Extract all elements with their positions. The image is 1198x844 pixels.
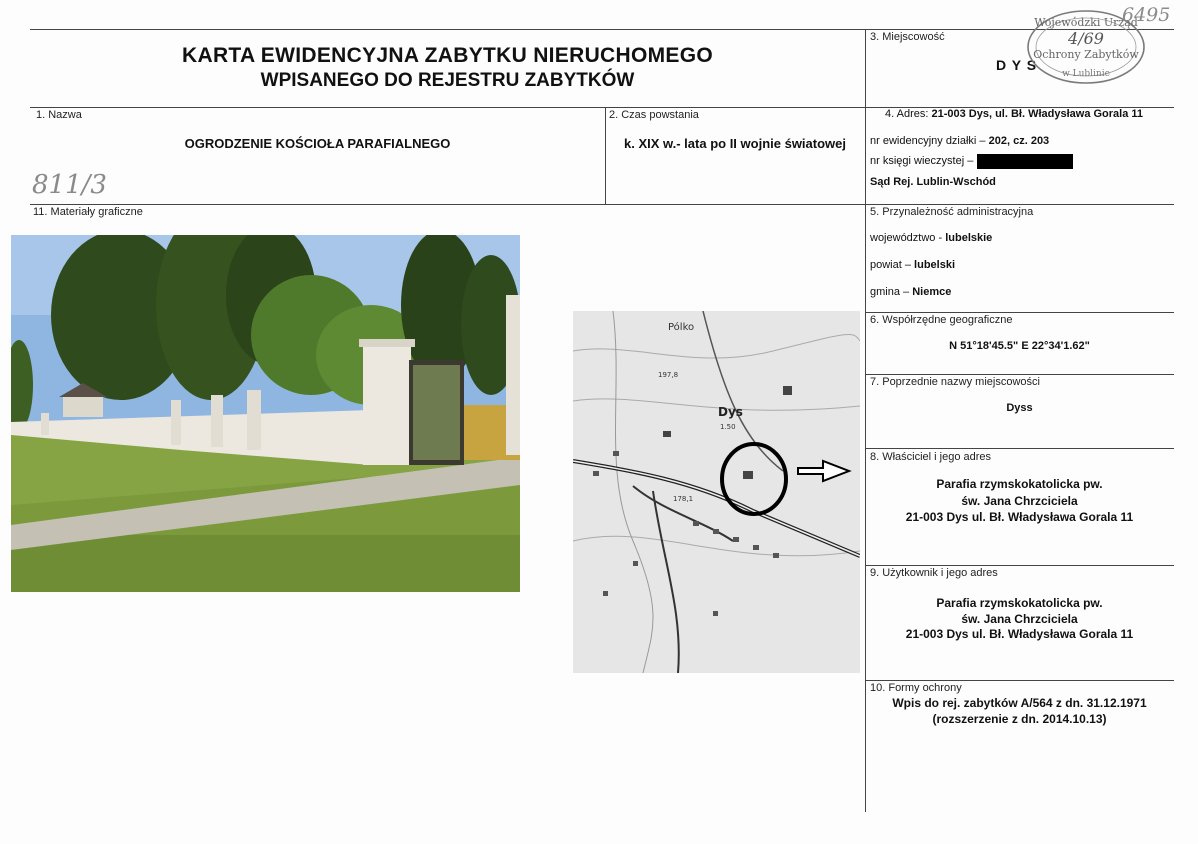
wlasciciel-label: 8. Właściciel i jego adres [870, 451, 992, 463]
uzytkownik-label: 9. Użytkownik i jego adres [870, 567, 998, 579]
rule-sec6-bottom [865, 374, 1174, 375]
photo-church-fence [11, 235, 520, 592]
rule-sec8-bottom [865, 565, 1174, 566]
rule-nazwa-czas [605, 107, 606, 204]
powiat-value: lubelski [914, 259, 956, 271]
wspolrzedne-label: 6. Współrzędne geograficzne [870, 314, 1013, 326]
map-label-height: 1.50 [720, 423, 736, 431]
materialy-label: 11. Materiały graficzne [33, 206, 143, 218]
adres-value: 21-003 Dys, ul. Bł. Władysława Gorala 11 [931, 108, 1144, 120]
map-label-elev2: 178,1 [673, 495, 694, 503]
dzialka-value: 202, cz. 203 [988, 135, 1050, 147]
rule-right-column [865, 29, 866, 812]
rule-sec5-bottom [865, 312, 1174, 313]
wlasciciel-line2: św. Jana Chrzciciela [961, 494, 1078, 508]
stamp-text-mid: Ochrony Zabytków [1033, 48, 1139, 61]
powiat-row [870, 259, 955, 271]
stamp-text-bottom: w Lublinie [1062, 69, 1110, 79]
uzytkownik-line2: św. Jana Chrzciciela [961, 612, 1078, 626]
uzytkownik-line1: Parafia rzymskokatolicka pw. [936, 596, 1103, 610]
formy-line2: (rozszerzenie z dn. 2014.10.13) [932, 712, 1107, 726]
formy-label: 10. Formy ochrony [870, 682, 962, 694]
powiat-label: powiat – [870, 259, 911, 271]
rule-sec9-bottom [865, 680, 1174, 681]
sad-value: Sąd Rej. Lublin-Wschód [870, 176, 996, 188]
nazwa-value: OGRODZENIE KOŚCIOŁA PARAFIALNEGO [184, 136, 451, 151]
rule-top [30, 29, 1174, 30]
adres-row [885, 108, 1143, 120]
przynaleznosc-label: 5. Przynależność administracyjna [870, 206, 1034, 218]
dzialka-row [870, 135, 1049, 147]
map-label-elev1: 197,8 [658, 371, 679, 379]
ksiega-label: nr księgi wieczystej – [870, 155, 974, 167]
wojewodztwo-label: województwo - [870, 232, 943, 244]
czas-label: 2. Czas powstania [609, 109, 699, 121]
rule-sec7-bottom [865, 448, 1174, 449]
poprzednie-value: Dyss [1006, 402, 1033, 414]
adres-label: 4. Adres: [885, 108, 929, 120]
formy-line1: Wpis do rej. zabytków A/564 z dn. 31.12.1971 [892, 696, 1147, 710]
gmina-label: gmina – [870, 286, 910, 298]
handwritten-ref-number: 811/3 [32, 170, 107, 200]
redaction-bar [977, 154, 1073, 169]
miejscowosc-label: 3. Miejscowość [870, 31, 945, 43]
rule-row1-bottom [30, 204, 1174, 205]
dzialka-label: nr ewidencyjny działki – [870, 135, 986, 147]
miejscowosc-value: D Y S [996, 57, 1038, 73]
map-label-dys: Dys [718, 405, 743, 419]
location-map [573, 311, 860, 673]
uzytkownik-line3: 21-003 Dys ul. Bł. Władysława Gorala 11 [905, 627, 1134, 641]
stamp-text-top: Wojewódzki Urząd [1034, 16, 1138, 29]
map-label-polko: Pólko [668, 322, 695, 333]
poprzednie-label: 7. Poprzednie nazwy miejscowości [870, 376, 1040, 388]
wlasciciel-line1: Parafia rzymskokatolicka pw. [936, 477, 1103, 491]
nazwa-label: 1. Nazwa [36, 109, 82, 121]
document-subtitle: WPISANEGO DO REJESTRU ZABYTKÓW [260, 70, 635, 91]
handwritten-top-number: 6495 [1122, 4, 1171, 26]
wojewodztwo-row [870, 232, 992, 244]
document-title: KARTA EWIDENCYJNA ZABYTKU NIERUCHOMEGO [182, 44, 713, 67]
wlasciciel-line3: 21-003 Dys ul. Bł. Władysława Gorala 11 [905, 510, 1134, 524]
gmina-row [870, 286, 951, 298]
gmina-value: Niemce [912, 286, 952, 298]
czas-value: k. XIX w.- lata po II wojnie światowej [623, 136, 846, 151]
stamp-handwritten-number: 4/69 [1068, 29, 1104, 48]
wojewodztwo-value: lubelskie [945, 232, 993, 244]
wspolrzedne-value: N 51°18'45.5" E 22°34'1.62" [949, 340, 1090, 352]
